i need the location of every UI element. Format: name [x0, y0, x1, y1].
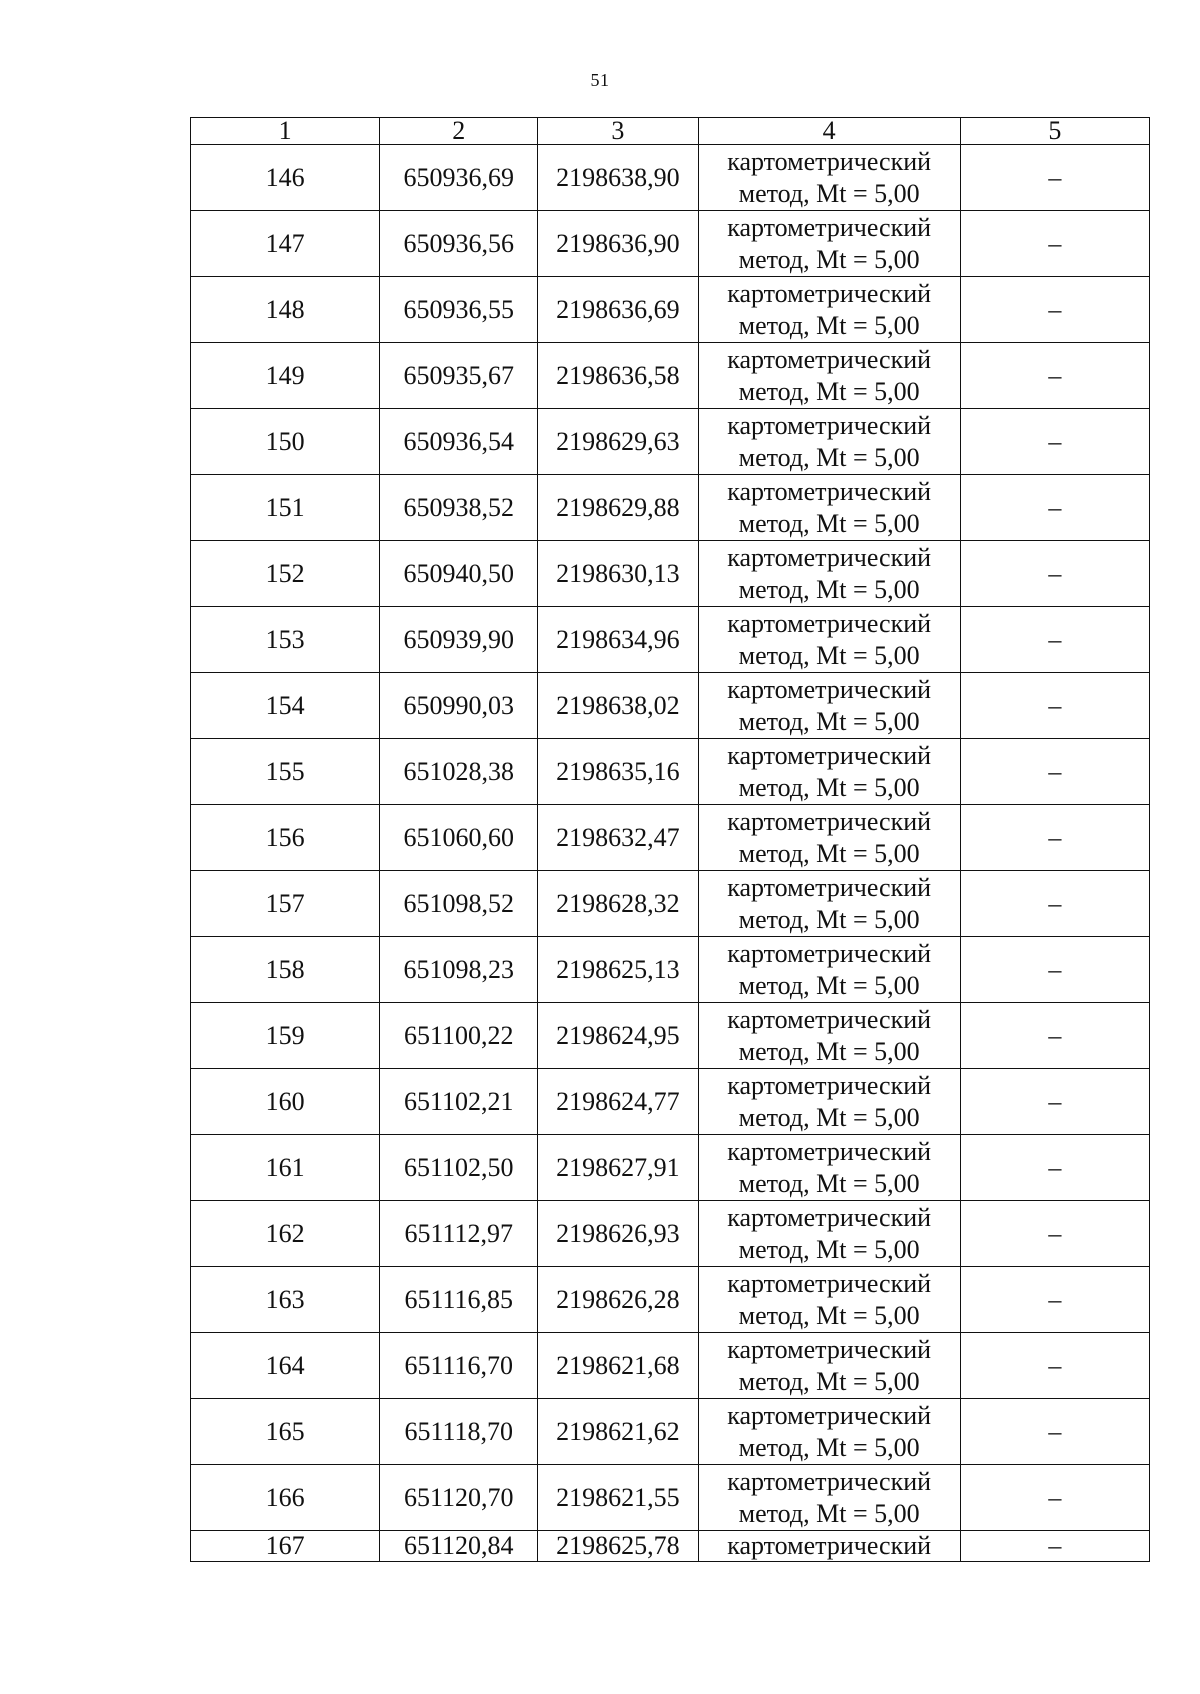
point-number-cell: 160	[191, 1069, 380, 1135]
point-number-cell: 147	[191, 211, 380, 277]
method-line-1: картометрический	[727, 146, 932, 176]
point-number-cell: 156	[191, 805, 380, 871]
y-coordinate-cell: 2198634,96	[538, 607, 698, 673]
y-coordinate-cell: 2198624,95	[538, 1003, 698, 1069]
x-coordinate-cell: 651120,84	[380, 1531, 538, 1562]
x-coordinate-cell: 650938,52	[380, 475, 538, 541]
point-number-cell: 153	[191, 607, 380, 673]
table-row	[191, 1003, 1150, 1069]
table-row	[191, 1465, 1150, 1531]
note-cell: –	[960, 277, 1149, 343]
note-cell: –	[960, 211, 1149, 277]
method-cell	[698, 1333, 960, 1399]
method-cell	[698, 673, 960, 739]
method-line-1: картометрический	[727, 1400, 932, 1430]
x-coordinate-cell: 650936,56	[380, 211, 538, 277]
method-line-1: картометрический	[727, 1466, 932, 1496]
point-number-cell: 150	[191, 409, 380, 475]
method-cell	[698, 1531, 960, 1562]
method-cell	[698, 805, 960, 871]
method-line-1: картометрический	[727, 1004, 932, 1034]
point-number-cell: 148	[191, 277, 380, 343]
x-coordinate-cell: 651116,85	[380, 1267, 538, 1333]
x-coordinate-cell: 650940,50	[380, 541, 538, 607]
note-cell: –	[960, 1003, 1149, 1069]
method-line-2: метод, Mt = 5,00	[738, 904, 920, 934]
method-line-2: метод, Mt = 5,00	[738, 1036, 920, 1066]
x-coordinate-cell: 650936,54	[380, 409, 538, 475]
method-cell	[698, 1069, 960, 1135]
note-cell: –	[960, 1135, 1149, 1201]
note-cell: –	[960, 1399, 1149, 1465]
method-line-2: метод, Mt = 5,00	[738, 640, 920, 670]
method-line-1: картометрический	[727, 938, 932, 968]
note-cell: –	[960, 1333, 1149, 1399]
note-cell: –	[960, 805, 1149, 871]
table-row	[191, 1531, 1150, 1562]
x-coordinate-cell: 651098,23	[380, 937, 538, 1003]
method-cell	[698, 211, 960, 277]
method-cell	[698, 145, 960, 211]
method-line-1: картометрический	[727, 1334, 932, 1364]
method-line-2: метод, Mt = 5,00	[738, 442, 920, 472]
x-coordinate-cell: 650939,90	[380, 607, 538, 673]
point-number-cell: 164	[191, 1333, 380, 1399]
note-cell: –	[960, 1531, 1149, 1562]
method-line-2: метод, Mt = 5,00	[738, 1432, 920, 1462]
note-cell: –	[960, 475, 1149, 541]
point-number-cell: 158	[191, 937, 380, 1003]
y-coordinate-cell: 2198636,69	[538, 277, 698, 343]
point-number-cell: 154	[191, 673, 380, 739]
table-row	[191, 871, 1150, 937]
point-number-cell: 146	[191, 145, 380, 211]
table-row	[191, 211, 1150, 277]
method-line-2: метод, Mt = 5,00	[738, 1366, 920, 1396]
y-coordinate-cell: 2198625,13	[538, 937, 698, 1003]
method-line-1: картометрический	[727, 1531, 932, 1560]
method-cell	[698, 1201, 960, 1267]
method-line-1: картометрический	[727, 740, 932, 770]
method-cell	[698, 871, 960, 937]
method-line-1: картометрический	[727, 410, 932, 440]
x-coordinate-cell: 651060,60	[380, 805, 538, 871]
method-line-2: метод, Mt = 5,00	[738, 706, 920, 736]
point-number-cell: 152	[191, 541, 380, 607]
method-line-1: картометрический	[727, 1136, 932, 1166]
y-coordinate-cell: 2198621,68	[538, 1333, 698, 1399]
method-line-1: картометрический	[727, 608, 932, 638]
method-line-2: метод, Mt = 5,00	[738, 1168, 920, 1198]
point-number-cell: 151	[191, 475, 380, 541]
y-coordinate-cell: 2198626,28	[538, 1267, 698, 1333]
y-coordinate-cell: 2198632,47	[538, 805, 698, 871]
y-coordinate-cell: 2198636,90	[538, 211, 698, 277]
method-line-1: картометрический	[727, 278, 932, 308]
method-cell	[698, 343, 960, 409]
method-line-2: метод, Mt = 5,00	[738, 508, 920, 538]
method-line-2: метод, Mt = 5,00	[738, 970, 920, 1000]
x-coordinate-cell: 650936,69	[380, 145, 538, 211]
point-number-cell: 149	[191, 343, 380, 409]
note-cell: –	[960, 1267, 1149, 1333]
y-coordinate-cell: 2198638,02	[538, 673, 698, 739]
y-coordinate-cell: 2198630,13	[538, 541, 698, 607]
table-row	[191, 409, 1150, 475]
table-row	[191, 937, 1150, 1003]
method-line-1: картометрический	[727, 1268, 932, 1298]
point-number-cell: 155	[191, 739, 380, 805]
x-coordinate-cell: 650990,03	[380, 673, 538, 739]
table-row	[191, 1267, 1150, 1333]
table-row	[191, 1201, 1150, 1267]
x-coordinate-cell: 651120,70	[380, 1465, 538, 1531]
table-row	[191, 277, 1150, 343]
method-line-1: картометрический	[727, 872, 932, 902]
y-coordinate-cell: 2198629,63	[538, 409, 698, 475]
y-coordinate-cell: 2198638,90	[538, 145, 698, 211]
y-coordinate-cell: 2198636,58	[538, 343, 698, 409]
method-line-2: метод, Mt = 5,00	[738, 1234, 920, 1264]
note-cell: –	[960, 1201, 1149, 1267]
method-cell	[698, 1399, 960, 1465]
method-line-2: метод, Mt = 5,00	[738, 1300, 920, 1330]
y-coordinate-cell: 2198624,77	[538, 1069, 698, 1135]
table-row	[191, 805, 1150, 871]
table-row	[191, 607, 1150, 673]
point-number-cell: 166	[191, 1465, 380, 1531]
table-row	[191, 145, 1150, 211]
method-line-2: метод, Mt = 5,00	[738, 178, 920, 208]
x-coordinate-cell: 651028,38	[380, 739, 538, 805]
note-cell: –	[960, 145, 1149, 211]
method-line-2: метод, Mt = 5,00	[738, 1102, 920, 1132]
x-coordinate-cell: 651098,52	[380, 871, 538, 937]
x-coordinate-cell: 651118,70	[380, 1399, 538, 1465]
method-line-1: картометрический	[727, 344, 932, 374]
header-col-4: 4	[698, 118, 960, 145]
point-number-cell: 159	[191, 1003, 380, 1069]
method-line-1: картометрический	[727, 1202, 932, 1232]
method-cell	[698, 1465, 960, 1531]
method-cell	[698, 541, 960, 607]
x-coordinate-cell: 651100,22	[380, 1003, 538, 1069]
header-col-5: 5	[960, 118, 1149, 145]
x-coordinate-cell: 651112,97	[380, 1201, 538, 1267]
x-coordinate-cell: 651116,70	[380, 1333, 538, 1399]
method-line-2: метод, Mt = 5,00	[738, 376, 920, 406]
note-cell: –	[960, 541, 1149, 607]
point-number-cell: 161	[191, 1135, 380, 1201]
note-cell: –	[960, 409, 1149, 475]
y-coordinate-cell: 2198621,55	[538, 1465, 698, 1531]
note-cell: –	[960, 1069, 1149, 1135]
table-row	[191, 1333, 1150, 1399]
table-row	[191, 541, 1150, 607]
table-row	[191, 1399, 1150, 1465]
method-line-1: картометрический	[727, 806, 932, 836]
y-coordinate-cell: 2198635,16	[538, 739, 698, 805]
point-number-cell: 165	[191, 1399, 380, 1465]
y-coordinate-cell: 2198621,62	[538, 1399, 698, 1465]
method-cell	[698, 1135, 960, 1201]
table-row	[191, 739, 1150, 805]
table-row	[191, 475, 1150, 541]
method-cell	[698, 475, 960, 541]
y-coordinate-cell: 2198626,93	[538, 1201, 698, 1267]
point-number-cell: 163	[191, 1267, 380, 1333]
header-col-1: 1	[191, 118, 380, 145]
point-number-cell: 162	[191, 1201, 380, 1267]
method-cell	[698, 937, 960, 1003]
note-cell: –	[960, 607, 1149, 673]
header-col-2: 2	[380, 118, 538, 145]
note-cell: –	[960, 871, 1149, 937]
table-header-row	[191, 118, 1150, 145]
method-cell	[698, 277, 960, 343]
y-coordinate-cell: 2198628,32	[538, 871, 698, 937]
method-cell	[698, 409, 960, 475]
note-cell: –	[960, 343, 1149, 409]
method-line-1: картометрический	[727, 674, 932, 704]
table-row	[191, 673, 1150, 739]
note-cell: –	[960, 937, 1149, 1003]
method-line-2: метод, Mt = 5,00	[738, 310, 920, 340]
note-cell: –	[960, 739, 1149, 805]
header-col-3: 3	[538, 118, 698, 145]
method-line-1: картометрический	[727, 476, 932, 506]
method-line-2: метод, Mt = 5,00	[738, 574, 920, 604]
table-row	[191, 1069, 1150, 1135]
page-number: 51	[590, 70, 610, 90]
x-coordinate-cell: 650936,55	[380, 277, 538, 343]
method-line-2: метод, Mt = 5,00	[738, 1498, 920, 1528]
method-line-1: картометрический	[727, 542, 932, 572]
x-coordinate-cell: 651102,21	[380, 1069, 538, 1135]
method-line-1: картометрический	[727, 212, 932, 242]
method-line-1: картометрический	[727, 1070, 932, 1100]
method-cell	[698, 1267, 960, 1333]
method-line-2: метод, Mt = 5,00	[738, 772, 920, 802]
coordinates-table	[190, 117, 1150, 1562]
y-coordinate-cell: 2198629,88	[538, 475, 698, 541]
point-number-cell: 167	[191, 1531, 380, 1562]
table-row	[191, 1135, 1150, 1201]
point-number-cell: 157	[191, 871, 380, 937]
method-line-2: метод, Mt = 5,00	[738, 838, 920, 868]
method-cell	[698, 1003, 960, 1069]
method-line-2: метод, Mt = 5,00	[738, 244, 920, 274]
method-cell	[698, 739, 960, 805]
y-coordinate-cell: 2198625,78	[538, 1531, 698, 1562]
x-coordinate-cell: 650935,67	[380, 343, 538, 409]
table-body	[191, 145, 1150, 1562]
x-coordinate-cell: 651102,50	[380, 1135, 538, 1201]
method-cell	[698, 607, 960, 673]
table-row	[191, 343, 1150, 409]
y-coordinate-cell: 2198627,91	[538, 1135, 698, 1201]
note-cell: –	[960, 673, 1149, 739]
note-cell: –	[960, 1465, 1149, 1531]
